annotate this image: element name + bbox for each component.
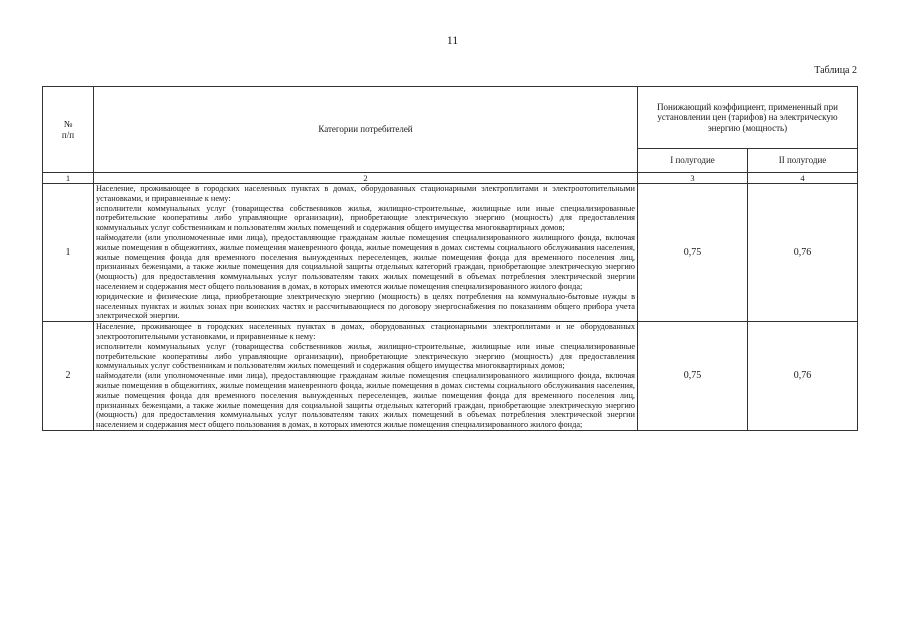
header-category: Категории потребителей	[94, 87, 638, 173]
description-paragraph: Население, проживающее в городских населенных пунктах в домах, оборудованных стационарными электроплитами и электроотопительными установками, и приравненные к нему:	[96, 184, 635, 203]
coefficient-half-2: 0,76	[748, 184, 858, 322]
index-cell: 2	[94, 173, 638, 184]
description-paragraph: Население, проживающее в городских населенных пунктах в домах, оборудованных стационарными электроплитами и не оборудованных электроотопительными установками, и приравненные к нему:	[96, 322, 635, 341]
table-label: Таблица 2	[814, 65, 857, 76]
row-description	[94, 184, 638, 322]
coefficient-half-1: 0,75	[638, 184, 748, 322]
description-paragraph: наймодатели (или уполномоченные ими лица), предоставляющие гражданам жилые помещения специализированного жилищного фонда, включая жилые помещения в общежитиях, жилые помещения маневренного фонда, жилые помещения в домах системы социального обслуживания населения, жилые помещения фонда для временного поселения вынужденных переселенцев, жилые помещения фонда для временного поселения лиц, признанных беженцами, а также жилые помещения для социальной защиты отдельных категорий граждан, приобретающие электрическую энергию (мощность) для предоставления коммунальных услуг пользователям таких жилых помещений в объемах потребления электрической энергии населением и содержания мест общего пользования в домах, в которых имеются жилые помещения специализированного жилого фонда;	[96, 232, 635, 291]
row-number: 2	[43, 322, 94, 431]
coefficient-half-1: 0,75	[638, 322, 748, 431]
index-cell: 1	[43, 173, 94, 184]
description-paragraph: наймодатели (или уполномоченные ими лица), предоставляющие гражданам жилые помещения специализированного жилищного фонда, включая жилые помещения в общежитиях, жилые помещения маневренного фонда, жилые помещения в домах системы социального обслуживания населения, жилые помещения фонда для временного поселения вынужденных переселенцев, жилые помещения фонда для временного поселения лиц, признанных беженцами, а также жилые помещения для социальной защиты отдельных категорий граждан, приобретающие электрическую энергию (мощность) для предоставления коммунальных услуг пользователям таких жилых помещений в объемах потребления электрической энергии населением и содержания мест общего пользования в домах, в которых имеются жилые помещения специализированного жилого фонда;	[96, 371, 635, 430]
description-paragraph: исполнители коммунальных услуг (товарищества собственников жилья, жилищно-строительные, жилищные или иные специализированные потребительские кооперативы либо управляющие организации), приобретающие электрическую энергию (мощность) для предоставления коммунальных услуг собственникам и пользователям жилых помещений и содержания общего имущества многоквартирных домов;	[96, 203, 635, 233]
row-number: 1	[43, 184, 94, 322]
description-paragraph: юридические и физические лица, приобретающие электрическую энергию (мощность) в целях потребления на коммунально-бытовые нужды в населенных пунктах и жилых зонах при воинских частях и рассчитывающиеся по договору энергоснабжения по показаниям общего прибора учета электрической энергии.	[96, 291, 635, 321]
coefficient-half-2: 0,76	[748, 322, 858, 431]
page-number: 11	[446, 33, 459, 47]
header-coefficient: Понижающий коэффициент, примененный при установлении цен (тарифов) на электрическую энергию (мощность)	[638, 87, 858, 149]
index-cell: 3	[638, 173, 748, 184]
header-number-abbr: п/п	[61, 129, 75, 140]
header-half-1: I полугодие	[638, 149, 748, 173]
header-half-2: II полугодие	[748, 149, 858, 173]
table-row	[43, 322, 858, 431]
row-description	[94, 322, 638, 431]
header-number	[43, 87, 94, 173]
header-number-symbol: №	[63, 118, 73, 129]
index-cell: 4	[748, 173, 858, 184]
table-row	[43, 184, 858, 322]
description-paragraph: исполнители коммунальных услуг (товарищества собственников жилья, жилищно-строительные, жилищные или иные специализированные потребительские кооперативы либо управляющие организации), приобретающие электрическую энергию (мощность) для предоставления коммунальных услуг собственникам и пользователям жилых помещений и содержания общего имущества многоквартирных домов;	[96, 341, 635, 371]
tariff-table	[42, 86, 858, 431]
